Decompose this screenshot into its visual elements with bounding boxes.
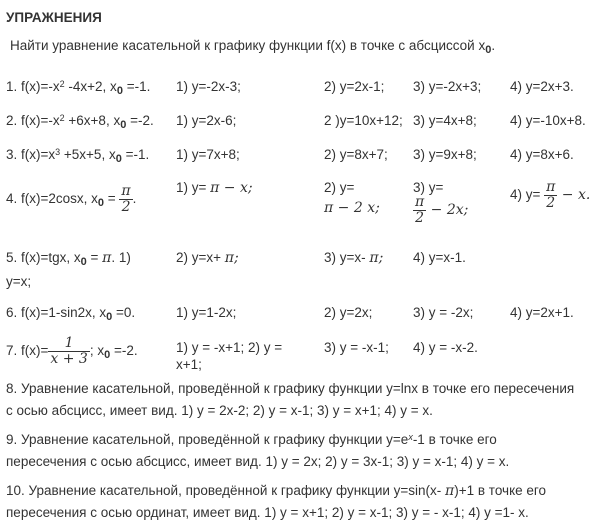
fraction-1-over-x-plus-3: $\frac{1}{x + 3}$ <box>50 335 88 367</box>
exercise-5-option-4: 4) y=x-1. <box>413 250 466 265</box>
exercise-6-option-1: 1) y=1-2x; <box>176 305 237 320</box>
exercise-1-option-2: 2) y=2x-1; <box>324 79 385 94</box>
pi-over-2-fraction: $\frac{\pi}{2}$ <box>121 183 131 215</box>
exercise-7-options-1-2: 1) y = -x+1; 2) y = x+1; <box>176 340 283 372</box>
exercise-5-option-3: 3) y=x- π; <box>324 250 384 266</box>
exercise-8: 8. Уравнение касательной, проведённой к графику функции y=lnx в точке его пересечения с осью абсцисс, имеет вид. 1) y = 2x-2; 2) y = x-1; 3) y = x+1; 4) y = x. <box>6 381 575 418</box>
exercise-4-option-4: 4) y= $\frac{\pi}{2}$ − x. <box>510 179 591 211</box>
exercise-10: 10. Уравнение касательной, проведённой к графику функции y=sin(x- π)+1 в точке его пересечения с осью ординат, имеет вид. 1) y = x+1; 2) y = x-1; 3) y = - x-1; 4) y =1- x. <box>6 483 547 520</box>
task-instruction: Найти уравнение касательной к графику функции f(x) в точке с абсциссой $x_0$. <box>10 38 496 56</box>
exercise-3-option-3: 3) y=9x+8; <box>413 147 477 162</box>
exercise-4-option-2: 2) y= π − 2 x; <box>324 180 380 216</box>
exercise-1-option-4: 4) y=2x+3. <box>510 79 574 94</box>
pi-over-2-fraction: $\frac{\pi}{2}$ <box>546 179 556 211</box>
exercise-2-function: 2. $f(x)=-x^2 +6x+8$, $x_0 =-2$. <box>6 113 154 131</box>
exercise-6-option-3: 3) y = -2x; <box>413 305 474 320</box>
exercise-3-option-4: 4) y=8x+6. <box>510 147 574 162</box>
exercise-2-option-1: 1) y=2x-6; <box>176 113 237 128</box>
exercise-5-option-2: 2) y=x+ π; <box>176 250 239 266</box>
exercise-7-option-4: 4) y = -x-2. <box>413 340 478 355</box>
exercise-1-option-1: 1) y=-2x-3; <box>176 79 241 94</box>
exercise-6-option-2: 2) y=2x; <box>324 305 373 320</box>
exercise-4-option-3: 3) y= $\frac{\pi}{2}$ − 2x; <box>413 180 469 226</box>
exercise-5-option-1: y=x; <box>6 274 32 289</box>
exercise-3-function: 3. $f(x)=x^3 +5x+5$, $x_0 =-1$. <box>6 147 150 165</box>
exercise-2-option-3: 3) y=4x+8; <box>413 113 477 128</box>
exercise-9: 9. Уравнение касательной, проведённой к графику функции $y=e^x-1$ в точке его пересечения с осью абсцисс, имеет вид. 1) y = 2x; 2) y = 3x-1; 3) y = x-1; 4) y = x. <box>6 432 510 469</box>
exercise-3-option-1: 1) y=7x+8; <box>176 147 240 162</box>
exercise-1-function: 1. $f(x)=-x^2$ -4x+2, $x_0 =-1$. <box>6 79 151 97</box>
exercise-4-function: 4. f(x)=2cosx, $x_0$ = $\frac{\pi}{2}$ . <box>6 183 137 215</box>
pi-over-2-fraction: $\frac{\pi}{2}$ <box>415 194 425 226</box>
exercise-5-function: 5. f(x)=tgx, $x_0 = \pi$. 1) <box>6 250 131 268</box>
exercise-6-option-4: 4) y=2x+1. <box>510 305 574 320</box>
page-title: УПРАЖНЕНИЯ <box>6 10 102 25</box>
exercise-6-function: 6. f(x)=1-sin2x, $x_0 =0$. <box>6 305 136 323</box>
exercise-3-option-2: 2) y=8x+7; <box>324 147 388 162</box>
exercise-4-option-1: 1) y= π − x; <box>176 180 253 196</box>
exercise-2-option-4: 4) y=-10x+8. <box>510 113 586 128</box>
exercise-7-function: 7. f(x)= $\frac{1}{x + 3}$ ; $x_0 =-2$. <box>6 335 138 367</box>
exercise-7-option-3: 3) y = -x-1; <box>324 340 389 355</box>
exercise-2-option-2: 2 )y=10x+12; <box>324 113 403 128</box>
exercise-1-option-3: 3) y=-2x+3; <box>413 79 482 94</box>
